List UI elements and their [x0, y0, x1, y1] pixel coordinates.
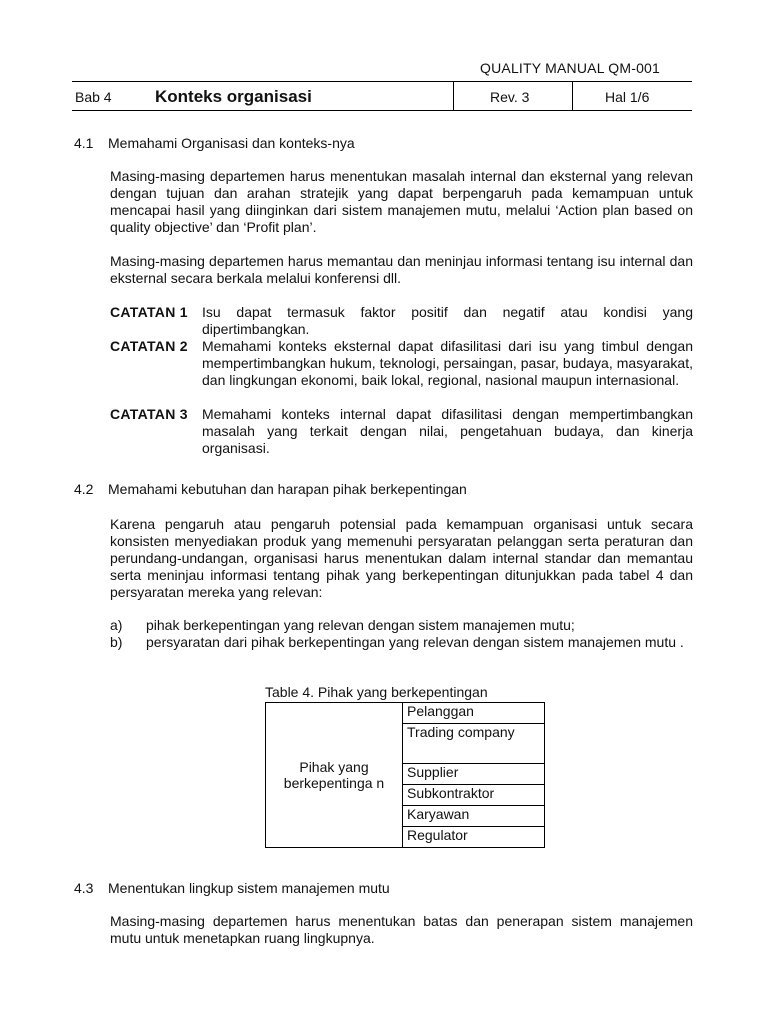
section-number: 4.1	[74, 135, 94, 151]
section-heading-4-1	[74, 135, 355, 151]
list-text: pihak berkepentingan yang relevan dengan sistem manajemen mutu;	[146, 617, 575, 633]
paragraph: Masing-masing departemen harus menentukan batas dan penerapan sistem manajemen mutu untuk menetapkan ruang lingkupnya.	[110, 913, 693, 946]
section-number: 4.3	[74, 880, 94, 896]
chapter-title: Konteks organisasi	[155, 87, 312, 106]
paragraph: Masing-masing departemen harus menentukan masalah internal dan eksternal yang relevan dengan tujuan dan arahan stratejik yang dapat berpengaruh pada kemampuan untuk mencapai hasil yang diinginkan dari sistem manajemen mutu, melalui ‘Action plan based on quality objective’ dan ‘Profit plan’.	[110, 168, 693, 235]
section-title: Memahami Organisasi dan konteks-nya	[108, 135, 355, 151]
table-cell: Supplier	[403, 764, 545, 785]
header-rule-top	[72, 81, 692, 82]
table-cell: Subkontraktor	[403, 785, 545, 806]
note-text: Memahami konteks eksternal dapat difasilitasi dari isu yang timbul dengan mempertimbangkan hukum, teknologi, persaingan, pasar, budaya, masyarakat, dan lingkungan ekonomi, baik lokal, regional, nasional maupun internasional.	[202, 338, 693, 388]
note-text: Memahami konteks internal dapat difasilitasi dengan mempertimbangkan masalah yang terkait dengan nilai, pengetahuan budaya, dan kinerja organisasi.	[202, 406, 693, 456]
table-caption: Table 4. Pihak yang berkepentingan	[265, 684, 488, 700]
list-item	[110, 617, 693, 634]
header-rule-bottom	[72, 110, 692, 111]
note-text: Isu dapat termasuk faktor positif dan negatif atau kondisi yang dipertimbangkan.	[202, 304, 693, 337]
table-cell: Regulator	[403, 827, 545, 848]
header-divider	[453, 81, 454, 110]
section-heading-4-2	[74, 481, 467, 497]
list-text: persyaratan dari pihak berkepentingan yang relevan dengan sistem manajemen mutu .	[146, 634, 684, 650]
note-2	[110, 338, 693, 389]
table-cell: Pelanggan	[403, 703, 545, 724]
list-marker: b)	[110, 634, 123, 650]
revision-number: Rev. 3	[490, 89, 530, 105]
section-number: 4.2	[74, 481, 94, 497]
paragraph: Karena pengaruh atau pengaruh potensial pada kemampuan organisasi untuk secara konsisten menyediakan produk yang memenuhi persyaratan pelanggan serta peraturan dan perundang-undangan, organisasi harus menentukan dalam internal standar dan memantau serta meninjau informasi tentang pihak yang berkepentingan ditunjukkan pada tabel 4 dan persyaratan mereka yang relevan:	[110, 516, 693, 600]
note-label: CATATAN 3	[110, 406, 188, 422]
chapter-number: Bab 4	[75, 89, 112, 105]
table-cell: Trading company	[403, 724, 545, 764]
note-label: CATATAN 1	[110, 304, 188, 320]
list-marker: a)	[110, 617, 123, 633]
note-1	[110, 304, 693, 338]
table-cell: Karyawan	[403, 806, 545, 827]
table-group-cell: Pihak yang berkepentinga n	[266, 703, 403, 848]
page-number: Hal 1/6	[605, 89, 650, 105]
manual-code: QUALITY MANUAL QM-001	[480, 60, 661, 76]
stakeholder-table	[265, 702, 545, 848]
section-title: Menentukan lingkup sistem manajemen mutu	[108, 880, 390, 896]
paragraph: Masing-masing departemen harus memantau dan meninjau informasi tentang isu internal dan eksternal secara berkala melalui konferensi dll.	[110, 253, 693, 286]
note-3	[110, 406, 693, 457]
section-title: Memahami kebutuhan dan harapan pihak berkepentingan	[108, 481, 467, 497]
section-heading-4-3	[74, 880, 390, 896]
list-item	[110, 634, 693, 651]
note-label: CATATAN 2	[110, 338, 188, 354]
table-row	[266, 703, 545, 724]
header-divider	[572, 81, 573, 110]
